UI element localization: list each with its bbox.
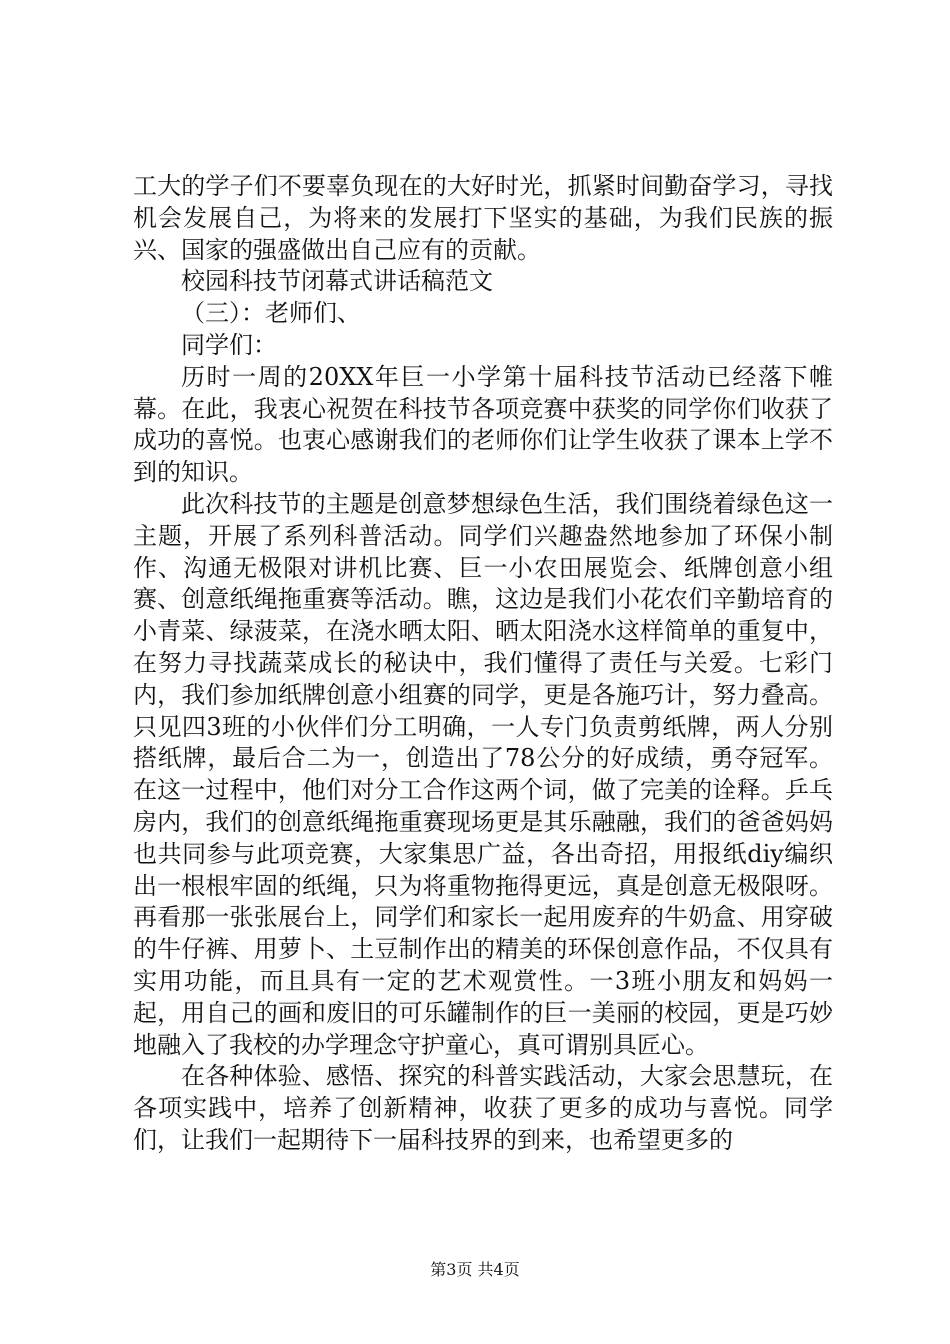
page-number-label: 第3页 共4页 — [430, 1260, 520, 1279]
section-title: 校园科技节闭幕式讲话稿范文 — [181, 267, 493, 296]
paragraph-conclusion: 在各种体验、感悟、探究的科普实践活动，大家会思慧玩，在各项实践中，培养了创新精神，收获了更多的成功与喜悦。同学们，让我们一起期待下一届科技界的到来，也希望更多的 — [133, 1062, 833, 1154]
salutation-teachers: （三）：老师们、 — [181, 299, 361, 328]
page-footer — [0, 1260, 950, 1280]
paragraph-activities: 此次科技节的主题是创意梦想绿色生活，我们围绕着绿色这一主题，开展了系列科普活动。同学们兴趣盎然地参加了环保小制作、沟通无极限对讲机比赛、巨一小农田展览会、纸牌创意小组赛、创意纸绳拖重赛等活动。瞧，这边是我们小花农们辛勤培育的小青菜、绿菠菜，在浇水晒太阳、晒太阳浇水这样简单的重复中，在努力寻找蔬菜成长的秘诀中，我们懂得了责任与关爱。七彩门内，我们参加纸牌创意小组赛的同学，更是各施巧计，努力叠高。只见四3班的小伙伴们分工明确，一人专门负责剪纸牌，两人分别搭纸牌，最后合二为一，创造出了78公分的好成绩，勇夺冠军。在这一过程中，他们对分工合作这两个词，做了完美的诠释。乒乓房内，我们的创意纸绳拖重赛现场更是其乐融融，我们的爸爸妈妈也共同参与此项竞赛，大家集思广益，各出奇招，用报纸diy编织出一根根牢固的纸绳，只为将重物拖得更远，真是创意无极限呀。再看那一张张展台上，同学们和家长一起用废弃的牛奶盒、用穿破的牛仔裤、用萝卜、土豆制作出的精美的环保创意作品，不仅具有实用功能，而且具有一定的艺术观赏性。一3班小朋友和妈妈一起，用自己的画和废旧的可乐罐制作的巨一美丽的校园，更是巧妙地融入了我校的办学理念守护童心，真可谓别具匠心。 — [133, 489, 833, 1059]
salutation-students: 同学们： — [181, 330, 277, 359]
paragraph-intro: 历时一周的20XX年巨一小学第十届科技节活动已经落下帷幕。在此，我衷心祝贺在科技节各项竞赛中获奖的同学你们收获了成功的喜悦。也衷心感谢我们的老师你们让学生收获了课本上学不到的知识。 — [133, 362, 833, 487]
document-body — [133, 171, 833, 1157]
paragraph-closing-remarks: 工大的学子们不要辜负现在的大好时光，抓紧时间勤奋学习，寻找机会发展自己，为将来的发展打下坚实的基础，为我们民族的振兴、国家的强盛做出自己应有的贡献。 — [133, 172, 833, 264]
